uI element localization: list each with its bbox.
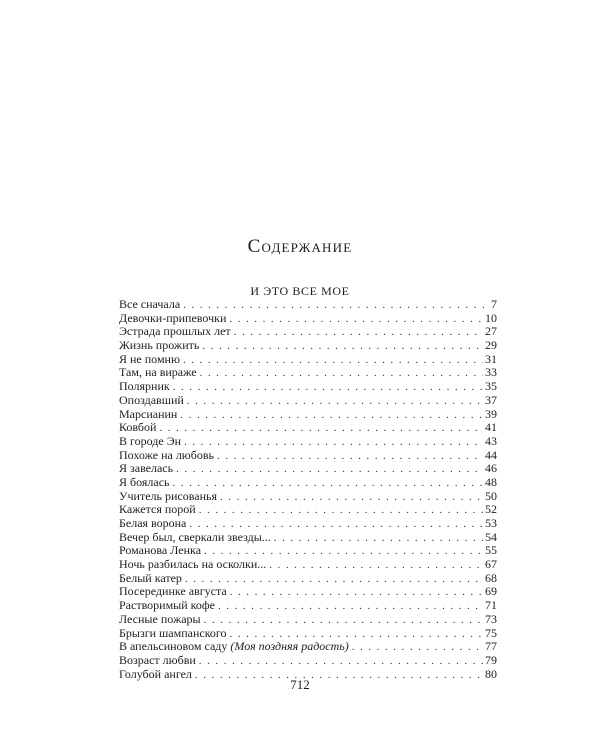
- toc-entry-title: [119, 462, 176, 476]
- toc-entry: [119, 312, 497, 326]
- toc-entry-title: [119, 599, 218, 613]
- dot-leader: [230, 586, 483, 600]
- section-title: И ЭТО ВСЕ МОЕ: [250, 284, 350, 298]
- toc-entry-title: [119, 627, 230, 641]
- toc-entry-title: [119, 353, 183, 367]
- toc-entry-page: 67: [485, 557, 497, 572]
- toc-entry: [119, 353, 497, 367]
- dot-leader: [199, 504, 483, 518]
- toc-entry-page: 31: [485, 351, 497, 366]
- dot-leader: [176, 463, 483, 477]
- toc-entry-page: 52: [485, 502, 497, 517]
- toc-entry-title: [119, 517, 189, 531]
- toc-entry-title-text: Посерединке августа: [119, 584, 227, 599]
- toc-entry: [119, 544, 497, 558]
- toc-entry-title-text: Там, на вираже: [119, 365, 197, 380]
- toc-entry-page: 79: [485, 652, 497, 667]
- toc-entry: [119, 325, 497, 339]
- toc-entry: [119, 517, 497, 531]
- toc-entry: [119, 613, 497, 627]
- toc-entry-page: 27: [485, 324, 497, 339]
- toc-entry: [119, 654, 497, 668]
- toc-entry-title: [119, 394, 187, 408]
- toc-entry-page: 7: [491, 297, 497, 311]
- toc-entry-page: 48: [485, 474, 497, 489]
- toc-entry-page: 39: [485, 406, 497, 421]
- toc-entry-title: [119, 613, 204, 627]
- toc-entry-page: 53: [485, 516, 497, 530]
- toc-entry-title-text: Белая ворона: [119, 516, 187, 530]
- toc-entry-title-text: Голубой ангел: [119, 666, 192, 681]
- toc-entry: [119, 394, 497, 408]
- toc-entry: [119, 380, 497, 394]
- toc-entry-title: [119, 654, 199, 668]
- dot-leader: [352, 641, 483, 655]
- toc-entry-title-text: Ковбой: [119, 420, 157, 435]
- toc-entry-title: [119, 366, 200, 380]
- toc-entry-title-text: Полярник: [119, 379, 170, 394]
- toc-entry: [119, 599, 497, 613]
- toc-entry-title: [119, 298, 183, 312]
- toc-entry-title-text: Кажется порой: [119, 502, 196, 517]
- dot-leader: [183, 354, 483, 368]
- dot-leader: [199, 655, 483, 669]
- toc-entry-title-text: Жизнь прожить: [119, 338, 200, 353]
- toc-entry-page: 35: [485, 379, 497, 394]
- toc-entry-title-text: Возраст любви: [119, 652, 196, 667]
- toc-entry-title-text: В апельсиновом саду: [119, 639, 228, 654]
- toc-entry: [119, 585, 497, 599]
- toc-entry-title: [119, 449, 217, 463]
- toc-entry-title: [119, 544, 204, 558]
- toc-entry-title: [119, 408, 180, 422]
- toc-entry-title-text: Эстрада прошлых лет: [119, 324, 231, 339]
- toc-entry-title-text: Девочки-припевочки: [119, 310, 227, 325]
- toc-entry-title: [119, 572, 185, 586]
- dot-leader: [184, 436, 483, 450]
- toc-entry-subtitle: (Моя поздняя радость): [230, 639, 349, 654]
- dot-leader: [173, 381, 483, 395]
- toc-entry-page: 55: [485, 543, 497, 558]
- dot-leader: [159, 422, 483, 436]
- toc-entry: [119, 627, 497, 641]
- toc-entry-title-text: Брызги шампанского: [119, 625, 227, 640]
- dot-leader: [234, 326, 483, 340]
- toc-entry-title-text: Все сначала: [119, 297, 181, 311]
- toc-entry-page: 41: [485, 420, 497, 435]
- page-number: 712: [290, 677, 310, 692]
- dot-leader: [274, 532, 483, 546]
- dot-leader: [229, 313, 483, 327]
- toc-entry-page: 29: [485, 338, 497, 353]
- toc-entry-title: [119, 558, 269, 572]
- toc-entry-page: 10: [485, 310, 497, 325]
- toc-entry-page: 37: [485, 392, 497, 407]
- toc-entry-title-text: Романова Ленка: [119, 543, 202, 558]
- dot-leader: [220, 491, 483, 505]
- toc-entry-page: 75: [485, 625, 497, 640]
- toc-entry-title: [119, 503, 199, 517]
- toc-entry: [119, 298, 497, 312]
- toc-entry-title: [119, 531, 274, 545]
- toc-entry-title: [119, 476, 173, 490]
- toc-entry-title-text: Опоздавший: [119, 392, 184, 407]
- toc-entry-title: [119, 380, 173, 394]
- dot-leader: [217, 450, 483, 464]
- toc-entry-page: 33: [485, 365, 497, 380]
- toc-entry-title-text: Вечер был, сверкали звезды...: [119, 529, 271, 544]
- toc-entry-page: 69: [485, 584, 497, 599]
- toc-entry-page: 80: [485, 666, 497, 681]
- toc-entry-title: [119, 325, 234, 339]
- toc-entry-page: 71: [485, 598, 497, 613]
- toc-entry: [119, 531, 497, 545]
- dot-leader: [173, 477, 483, 491]
- toc-entry: [119, 421, 497, 435]
- toc-entry: [119, 435, 497, 449]
- dot-leader: [202, 340, 483, 354]
- toc-entry-title: [119, 421, 159, 435]
- toc-entry-page: 44: [485, 447, 497, 462]
- toc-entry-title-text: Растворимый кофе: [119, 598, 215, 613]
- toc-list: [119, 298, 497, 681]
- toc-entry-page: 77: [485, 639, 497, 654]
- toc-entry: [119, 476, 497, 490]
- dot-leader: [200, 367, 483, 381]
- toc-entry: [119, 640, 497, 654]
- toc-entry-page: 68: [485, 570, 497, 585]
- toc-entry-title-text: Марсианин: [119, 406, 178, 421]
- toc-entry: [119, 503, 497, 517]
- toc-entry-title-text: Белый катер: [119, 570, 182, 585]
- toc-entry-title: [119, 490, 220, 504]
- toc-entry-title-text: Я боялась: [119, 474, 170, 489]
- toc-entry-title: [119, 339, 202, 353]
- toc-entry-title-text: Я не помню: [119, 351, 180, 366]
- dot-leader: [204, 614, 483, 628]
- toc-entry-title-text: Ночь разбилась на осколки...: [119, 557, 267, 572]
- toc-entry: [119, 408, 497, 422]
- toc-entry-page: 54: [485, 529, 497, 544]
- toc-entry-page: 73: [485, 611, 497, 626]
- toc-entry: [119, 449, 497, 463]
- dot-leader: [183, 299, 489, 313]
- toc-entry-title-text: Лесные пожары: [119, 611, 201, 626]
- toc-entry-title: [119, 435, 184, 449]
- dot-leader: [185, 573, 483, 587]
- toc-title: Содержание: [247, 236, 353, 257]
- toc-entry: [119, 572, 497, 586]
- toc-entry-page: 43: [485, 433, 497, 448]
- toc-entry-title-text: Я завелась: [119, 461, 174, 476]
- toc-entry: [119, 462, 497, 476]
- dot-leader: [180, 409, 483, 423]
- toc-entry-title-text: Учитель рисованья: [119, 488, 217, 503]
- toc-entry-page: 50: [485, 488, 497, 503]
- toc-entry-title: [119, 585, 230, 599]
- dot-leader: [218, 600, 483, 614]
- toc-entry-title-text: В городе Эн: [119, 433, 182, 448]
- toc-entry: [119, 366, 497, 380]
- toc-entry-page: 46: [485, 461, 497, 476]
- toc-entry-title-text: Похоже на любовь: [119, 447, 215, 462]
- toc-entry: [119, 339, 497, 353]
- dot-leader: [269, 559, 483, 573]
- toc-entry-title: [119, 312, 229, 326]
- dot-leader: [187, 395, 483, 409]
- toc-entry: [119, 558, 497, 572]
- toc-entry: [119, 490, 497, 504]
- toc-entry-title: [119, 640, 352, 654]
